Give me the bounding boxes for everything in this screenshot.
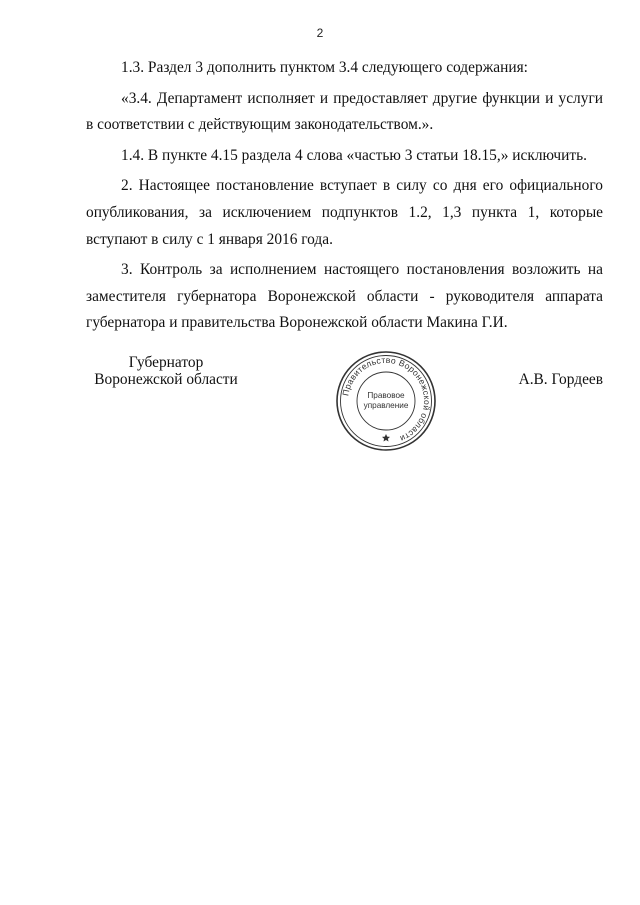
document-body <box>86 55 603 337</box>
official-stamp <box>333 348 439 454</box>
page-number: 2 <box>316 26 324 40</box>
paragraph-3: 3. Контроль за исполнением настоящего постановления возложить на заместителя губернатора Воронежской области - руководителя аппарата губернатора и правительства Воронежской области Макина Г.И. <box>86 261 603 332</box>
paragraph-1-3: 1.3. Раздел 3 дополнить пунктом 3.4 следующего содержания: <box>121 59 528 76</box>
signatory-title <box>86 354 246 388</box>
signatory-name: А.В. Гордеев <box>518 371 603 388</box>
signatory-title-line-1: Губернатор <box>128 354 204 371</box>
paragraph-2: 2. Настоящее постановление вступает в силу со дня его официального опубликования, за исключением подпунктов 1.2, 1,3 пункта 1, которые вступают в силу с 1 января 2016 года. <box>86 177 603 248</box>
stamp-star-icon <box>382 434 390 442</box>
paragraph-3-4-quote: «3.4. Департамент исполняет и предоставляет другие функции и услуги в соответствии с действующим законодательством.». <box>86 89 603 134</box>
signatory-title-line-2: Воронежской области <box>94 371 238 388</box>
stamp-outer-text: Правительство Воронежской области <box>340 354 433 445</box>
signature-block <box>0 348 640 458</box>
stamp-inner-line-2: управление <box>363 401 409 410</box>
stamp-inner-line-1: Правовое <box>367 391 405 400</box>
paragraph-1-4: 1.4. В пункте 4.15 раздела 4 слова «частью 3 статьи 18.15,» исключить. <box>121 146 587 164</box>
